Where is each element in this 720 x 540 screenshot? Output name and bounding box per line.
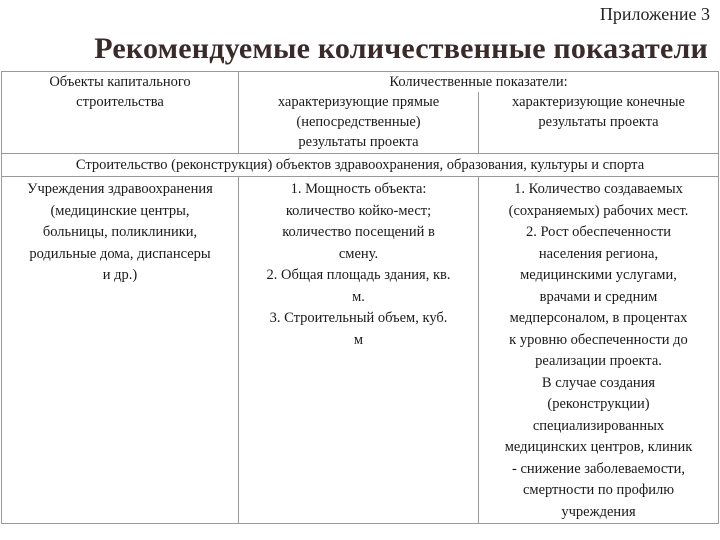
final-line: (сохраняемых) рабочих мест. — [508, 202, 689, 219]
appendix-label: Приложение 3 — [599, 4, 710, 24]
final-line: медицинскими услугами, — [520, 267, 677, 283]
direct-line: смену. — [338, 245, 379, 262]
header-final-line: результаты проекта — [538, 114, 659, 130]
final-line: смертности по профилю — [522, 482, 675, 498]
header-objects-line: Объекты капитального — [49, 74, 191, 90]
direct-results-cell — [239, 177, 479, 524]
header-direct-results — [239, 92, 479, 154]
header-final-line: характеризующие конечные — [512, 94, 685, 110]
header-direct-line: результаты проекта — [298, 134, 419, 150]
direct-line: количество посещений в — [282, 224, 435, 240]
header-final-results — [479, 92, 719, 154]
final-line: - снижение заболеваемости, — [512, 460, 685, 477]
object-line: (медицинские центры, — [50, 202, 190, 219]
direct-line: 1. Мощность объекта: — [290, 181, 427, 197]
table-row — [2, 177, 719, 524]
final-line: В случае создания — [541, 374, 656, 391]
final-line: к уровню обеспеченности до — [509, 331, 688, 348]
final-line: врачами и средним — [539, 288, 658, 305]
table-header-row — [2, 72, 719, 93]
final-line: реализации проекта. — [535, 353, 662, 369]
header-objects — [2, 72, 239, 154]
direct-line: м — [353, 331, 364, 348]
section-title: Строительство (реконструкция) объектов здравоохранения, образования, культуры и спорта — [2, 154, 719, 177]
final-line: медперсоналом, в процентах — [509, 310, 688, 326]
final-line: учреждения — [561, 503, 636, 520]
final-line: 2. Рост обеспеченности — [525, 224, 672, 240]
object-line: и др.) — [102, 267, 138, 283]
final-results-cell — [479, 177, 719, 524]
header-indicators-group: Количественные показатели: — [239, 72, 719, 93]
object-line: родильные дома, диспансеры — [29, 245, 211, 262]
header-objects-line: строительства — [76, 94, 164, 110]
section-row — [2, 154, 719, 177]
direct-line: 2. Общая площадь здания, кв. — [266, 267, 451, 283]
direct-line: 3. Строительный объем, куб. — [269, 310, 448, 326]
direct-line: м. — [352, 288, 365, 305]
final-line: медицинских центров, клиник — [504, 439, 693, 455]
indicators-table — [1, 71, 719, 524]
page-title: Рекомендуемые количественные показатели — [94, 32, 708, 65]
object-line: больницы, поликлиники, — [42, 224, 198, 240]
header-direct-line: (непосредственные) — [296, 114, 421, 130]
object-line: Учреждения здравоохранения — [27, 181, 213, 197]
header-direct-line: характеризующие прямые — [277, 94, 440, 110]
final-line: специализированных — [532, 417, 665, 434]
object-cell — [2, 177, 239, 524]
final-line: (реконструкции) — [547, 396, 650, 412]
final-line: населения региона, — [538, 245, 659, 262]
direct-line: количество койко-мест; — [285, 202, 432, 219]
final-line: 1. Количество создаваемых — [514, 181, 683, 197]
